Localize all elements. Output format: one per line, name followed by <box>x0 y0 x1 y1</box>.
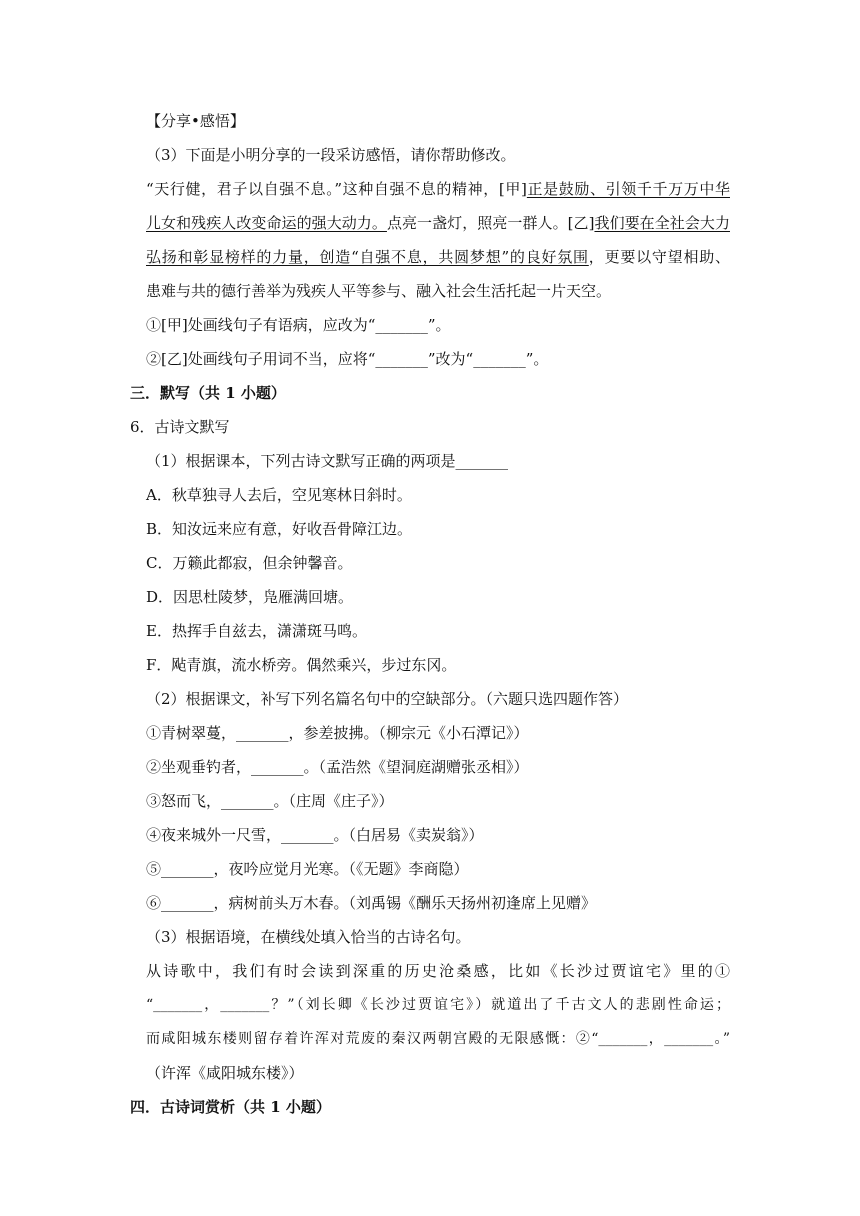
context-line-2: “_______，_______？”（刘长卿《长沙过贾谊宅》）就道出了千古文人的悲剧性命运； <box>146 997 730 1013</box>
fix-item-1: ①[甲]处画线句子有语病，应改为“_______”。 <box>146 316 451 334</box>
fill-item-2: ②坐观垂钓者，_______。（孟浩然《望洞庭湖赠张丞相》） <box>146 758 529 776</box>
fill-item-4: ④夜来城外一尺雪，_______。（白居易《卖炭翁》） <box>146 826 484 844</box>
fill-item-1: ①青树翠蔓，_______，参差披拂。（柳宗元《小石潭记》） <box>146 724 529 742</box>
fill-item-5: ⑤_______，夜吟应觉月光寒。（《无题》李商隐） <box>146 860 469 878</box>
passage-line-1: “天行健，君子以自强不息。”这种自强不息的精神，[甲]正是鼓励、引领千千万万中华 <box>146 180 730 198</box>
section-3-heading: 三．默写（共 1 小题） <box>130 384 286 402</box>
option-b: B．知汝远来应有意，好收吾骨障江边。 <box>146 520 413 538</box>
underlined-sentence-jia: 正是鼓励、引领千千万万中华 <box>526 180 730 198</box>
question-6-title: 6．古诗文默写 <box>130 418 230 436</box>
fix-item-2: ②[乙]处画线句子用词不当，应将“_______”改为“_______”。 <box>146 350 549 368</box>
context-line-4: （许浑《咸阳城东楼》） <box>146 1064 304 1082</box>
fill-item-6: ⑥_______，病树前头万木春。（刘禹锡《酬乐天扬州初逢席上见赠》 <box>146 894 597 912</box>
underlined-sentence-yi-end: 弘扬和彰显榜样的力量，创造“自强不息，共圆梦想”的良好氛围 <box>146 248 589 266</box>
option-a: A．秋草独寻人去后，空见寒林日斜时。 <box>146 486 412 504</box>
option-e: E．热挥手自兹去，潇潇斑马鸣。 <box>146 622 367 640</box>
share-header: 【分享•感悟】 <box>146 112 245 130</box>
passage-line-4: 患难与共的德行善举为残疾人平等参与、融入社会生活托起一片天空。 <box>146 282 612 300</box>
option-f: F．飐青旗，流水桥旁。偶然乘兴，步过东冈。 <box>146 656 457 674</box>
underlined-sentence-jia-end: 儿女和残疾人改变命运的强大动力。 <box>146 214 387 232</box>
passage-line-3: 弘扬和彰显榜样的力量，创造“自强不息，共圆梦想”的良好氛围，更要以守望相助、 <box>146 248 730 266</box>
option-c: C．万籁此都寂，但余钟馨音。 <box>146 554 353 572</box>
question-6-part-3: （3）根据语境，在横线处填入恰当的古诗名句。 <box>146 928 471 946</box>
question-6-part-2: （2）根据课文，补写下列名篇名句中的空缺部分。（六题只选四题作答） <box>146 690 629 708</box>
context-line-3: 而咸阳城东楼则留存着许浑对荒废的秦汉两朝宫殿的无限感慨：②“_______，_______。” <box>146 1031 730 1047</box>
passage-line-2: 儿女和残疾人改变命运的强大动力。点亮一盏灯，照亮一群人。[乙]我们要在全社会大力 <box>146 214 730 232</box>
option-d: D．因思杜陵梦，凫雁满回塘。 <box>146 588 354 606</box>
question-3-intro: （3）下面是小明分享的一段采访感悟，请你帮助修改。 <box>146 146 516 164</box>
underlined-sentence-yi: 我们要在全社会大力 <box>594 214 730 232</box>
fill-item-3: ③怒而飞，_______。（庄周《庄子》） <box>146 792 394 810</box>
context-line-1: 从诗歌中，我们有时会读到深重的历史沧桑感，比如《长沙过贾谊宅》里的① <box>146 962 730 980</box>
section-4-heading: 四．古诗词赏析（共 1 小题） <box>130 1098 331 1116</box>
question-6-part-1: （1）根据课本，下列古诗文默写正确的两项是_______ <box>146 452 509 470</box>
